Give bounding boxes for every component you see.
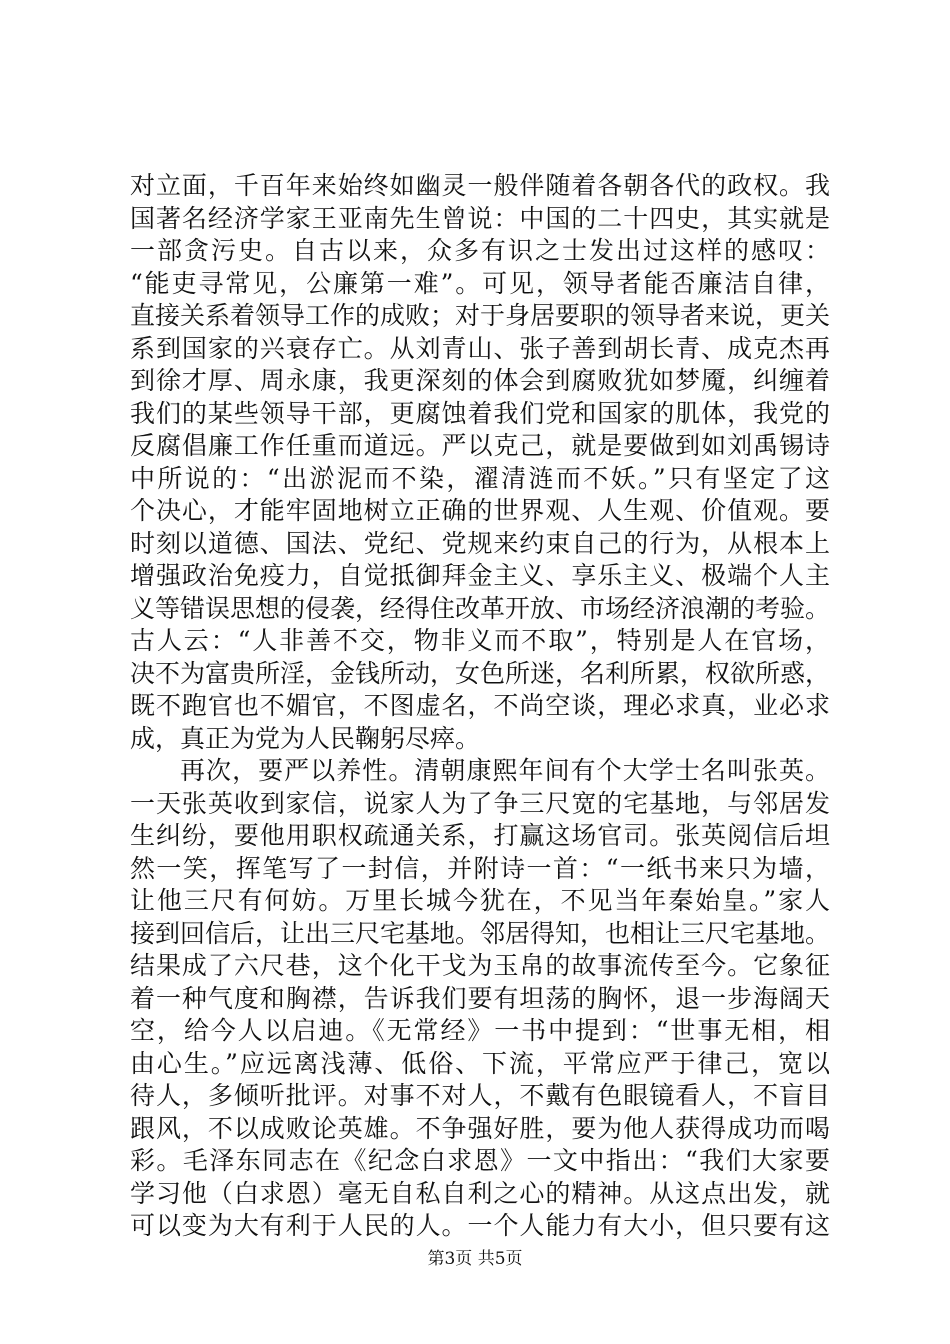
text-line: 待人，多倾听批评。对事不对人，不戴有色眼镜看人，不盲目: [130, 1081, 830, 1110]
text-line: 生纠纷，要他用职权疏通关系，打赢这场官司。张英阅信后坦: [130, 821, 830, 850]
text-line: 国著名经济学家王亚南先生曾说：中国的二十四史，其实就是: [130, 203, 830, 233]
text-line: 一天张英收到家信，说家人为了争三尺宽的宅基地，与邻居发: [130, 788, 830, 818]
text-line: 结果成了六尺巷，这个化干戈为玉帛的故事流传至今。它象征: [130, 951, 830, 980]
text-line: 我们的某些领导干部，更腐蚀着我们党和国家的肌体，我党的: [130, 398, 830, 428]
text-line: 跟风，不以成败论英雄。不争强好胜，要为他人获得成功而喝: [130, 1113, 830, 1143]
text-line: 增强政治免疫力，自觉抵御拜金主义、享乐主义、极端个人主: [130, 561, 830, 590]
text-line: “能吏寻常见，公廉第一难”。可见，领导者能否廉洁自律，: [130, 268, 830, 298]
text-line: 直接关系着领导工作的成败；对于身居要职的领导者来说，更关: [130, 301, 831, 330]
text-line: 义等错误思想的侵袭，经得住改革开放、市场经济浪潮的考验。: [130, 593, 831, 623]
paragraph-end-line: 成，真正为党为人民鞠躬尽瘁。: [130, 723, 481, 753]
page-footer: 第3页 共5页: [427, 1249, 523, 1269]
text-line: 个决心，才能牢固地树立正确的世界观、人生观、价值观。要: [130, 496, 830, 525]
paragraph-start-line: 再次，要严以养性。清朝康熙年间有个大学士名叫张英。: [180, 756, 830, 785]
text-line: 然一笑，挥笔写了一封信，并附诗一首：“一纸书来只为墙，: [130, 853, 830, 883]
text-line: 对立面，千百年来始终如幽灵一般伴随着各朝各代的政权。我: [130, 171, 830, 200]
text-line: 古人云：“人非善不交，物非义而不取”，特别是人在官场，: [130, 626, 830, 655]
text-line: 到徐才厚、周永康，我更深刻的体会到腐败犹如梦魇，纠缠着: [130, 366, 830, 395]
text-line: 接到回信后，让出三尺宅基地。邻居得知，也相让三尺宅基地。: [130, 918, 831, 948]
text-line: 既不跑官也不媚官，不图虚名，不尚空谈，理必求真，业必求: [130, 691, 830, 720]
text-line: 一部贪污史。自古以来，众多有识之士发出过这样的感叹：: [130, 236, 830, 265]
text-line: 空，给今人以启迪。《无常经》一书中提到：“世事无相，相: [130, 1016, 830, 1045]
text-line: 决不为富贵所淫，金钱所动，女色所迷，名利所累，权欲所惑，: [130, 658, 831, 688]
text-line: 让他三尺有何妨。万里长城今犹在，不见当年秦始皇。”家人: [130, 886, 830, 915]
text-line: 可以变为大有利于人民的人。一个人能力有大小，但只要有这: [130, 1211, 830, 1240]
text-line: 彩。毛泽东同志在《纪念白求恩》一文中指出：“我们大家要: [130, 1146, 830, 1175]
document-body: [130, 170, 830, 1243]
text-line: 时刻以道德、国法、党纪、党规来约束自己的行为，从根本上: [130, 528, 830, 558]
text-line: 着一种气度和胸襟，告诉我们要有坦荡的胸怀，退一步海阔天: [130, 983, 830, 1013]
text-line: 反腐倡廉工作任重而道远。严以克己，就是要做到如刘禹锡诗: [130, 431, 830, 460]
text-line: 中所说的：“出淤泥而不染，濯清涟而不妖。”只有坚定了这: [130, 463, 830, 493]
text-line: 由心生。”应远离浅薄、低俗、下流，平常应严于律己，宽以: [130, 1048, 830, 1078]
text-line: 学习他（白求恩）毫无自私自利之心的精神。从这点出发，就: [130, 1178, 830, 1208]
text-line: 系到国家的兴衰存亡。从刘青山、张子善到胡长青、成克杰再: [130, 333, 830, 363]
